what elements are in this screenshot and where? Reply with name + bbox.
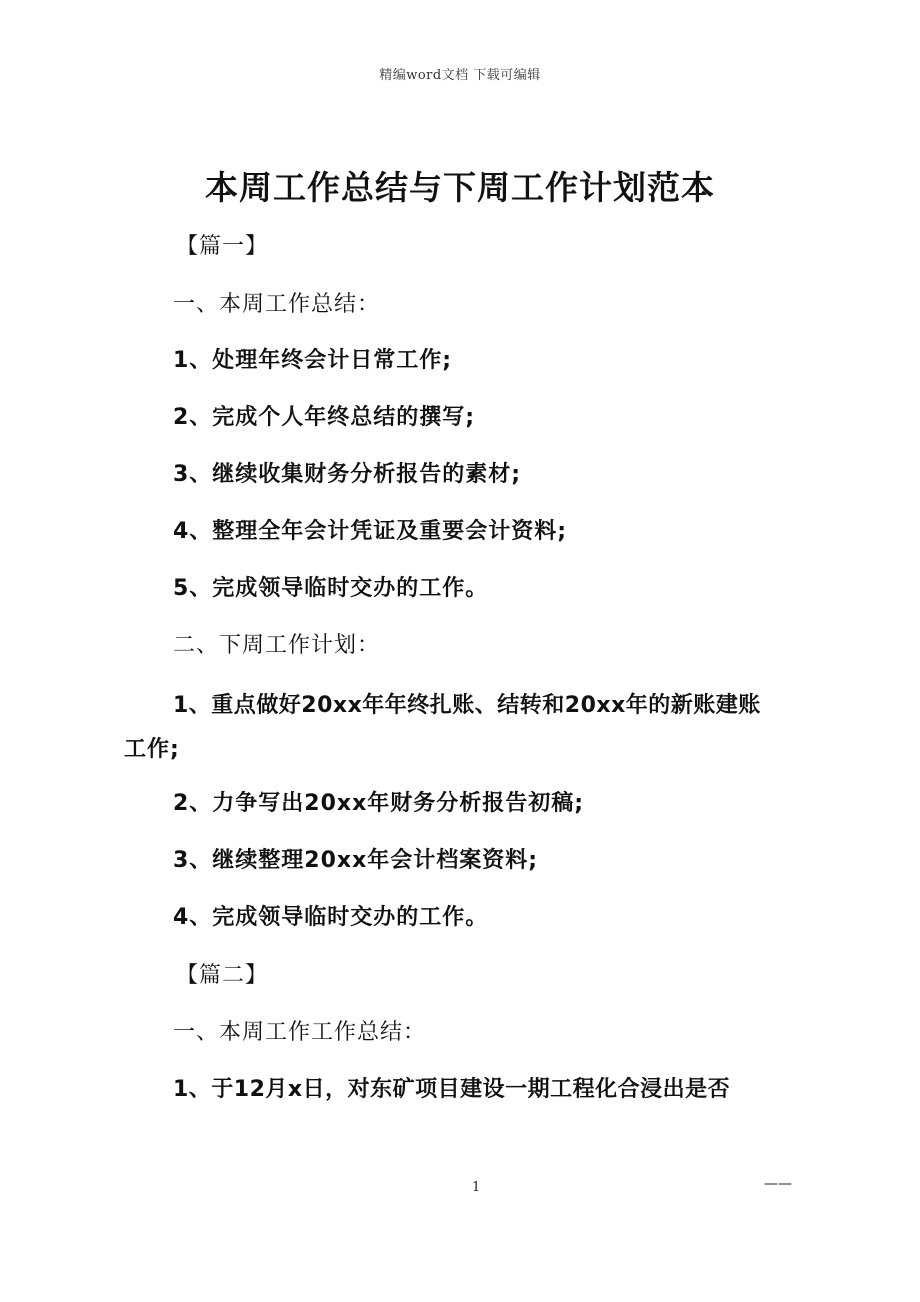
page-header: 精编word文档 下载可编辑 xyxy=(379,68,541,83)
section-heading: 一、本周工作总结： xyxy=(173,292,381,317)
list-item: 2、完成个人年终总结的撰写; xyxy=(173,405,476,430)
document-title: 本周工作总结与下周工作计划范本 xyxy=(205,168,715,207)
list-item: 4、整理全年会计凭证及重要会计资料; xyxy=(173,519,568,544)
list-item: 3、继续收集财务分析报告的素材; xyxy=(173,462,522,487)
list-item: 1、重点做好20xx年年终扎账、结转和20xx年的新账建账 xyxy=(173,693,761,718)
part-label: 【篇二】 xyxy=(176,963,269,988)
list-item: 4、完成领导临时交办的工作。 xyxy=(173,905,489,930)
list-item-continuation: 工作; xyxy=(124,737,180,762)
list-item: 1、于12月x日，对东矿项目建设一期工程化合浸出是否 xyxy=(173,1077,731,1102)
list-item: 1、处理年终会计日常工作; xyxy=(173,348,453,373)
list-item: 3、继续整理20xx年会计档案资料; xyxy=(173,848,539,873)
footer-dash: —— xyxy=(764,1176,792,1192)
list-item: 5、完成领导临时交办的工作。 xyxy=(173,576,489,601)
page-number: 1 xyxy=(472,1180,481,1195)
list-item: 2、力争写出20xx年财务分析报告初稿; xyxy=(173,791,585,816)
section-heading: 二、下周工作计划： xyxy=(173,633,381,658)
part-label: 【篇一】 xyxy=(176,234,269,259)
section-heading: 一、本周工作工作总结： xyxy=(173,1020,427,1045)
